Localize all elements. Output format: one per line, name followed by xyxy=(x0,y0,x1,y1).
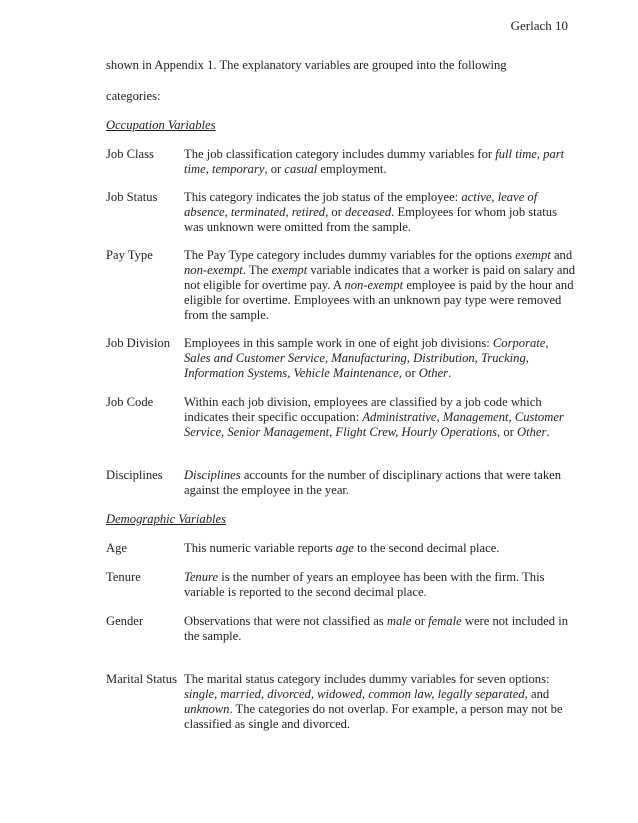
description-run: Employees in this sample work in one of eight job divisions: xyxy=(184,336,493,350)
description-run: or xyxy=(411,614,429,628)
description-run: retired xyxy=(291,205,326,219)
description-run: employment. xyxy=(317,162,387,176)
description-run: This numeric variable reports xyxy=(184,541,336,555)
description-run: , xyxy=(285,205,292,219)
description-run: temporary xyxy=(211,162,265,176)
description-run: non-exempt xyxy=(344,278,404,292)
description-run: , xyxy=(536,147,544,161)
description-run: leave of absence xyxy=(184,190,538,219)
intro-line-2: categories: xyxy=(106,89,161,103)
description-run: deceased xyxy=(345,205,392,219)
entry-term: Tenure xyxy=(106,570,141,584)
description-run: and xyxy=(527,687,550,701)
description-run: to the second decimal place. xyxy=(353,541,500,555)
section-title-demographic: Demographic Variables xyxy=(106,512,226,526)
description-run: Administrative, Management, Customer Service, Senior Management, Flight Crew, Hourly Operations xyxy=(184,410,564,439)
entry-term: Pay Type xyxy=(106,248,153,262)
entry-description xyxy=(184,468,576,498)
entry-term: Disciplines xyxy=(106,468,163,482)
description-run: , or xyxy=(398,366,419,380)
page-header: Gerlach 10 xyxy=(510,18,568,33)
description-run: Disciplines xyxy=(184,468,241,482)
entry-term: Marital Status xyxy=(106,672,178,686)
description-run: Observations that were not classified as xyxy=(184,614,387,628)
description-run: is the number of years an employee has been with the firm. This variable is reported to the second decimal place. xyxy=(184,570,545,599)
description-run: and xyxy=(550,248,573,262)
description-run: . xyxy=(448,366,452,380)
entry-description xyxy=(184,147,576,177)
section-title-occupation: Occupation Variables xyxy=(106,118,216,132)
description-run: were not included in the sample. xyxy=(184,614,569,643)
description-run: Other xyxy=(418,366,449,380)
entry-description xyxy=(184,395,576,440)
description-run: part time xyxy=(184,147,565,176)
description-run: accounts for the number of disciplinary actions that were taken against the employee in the year. xyxy=(184,468,562,497)
description-run: female xyxy=(428,614,462,628)
description-run: . Employees for whom job status was unknown were omitted from the sample. xyxy=(184,205,557,234)
description-run: Within each job division, employees are classified by a job code which indicates their specific occupation: xyxy=(184,395,542,424)
entry-term: Job Code xyxy=(106,395,154,409)
entry-term: Age xyxy=(106,541,127,555)
entry-description xyxy=(184,614,576,644)
description-run: variable indicates that a worker is paid on salary and not eligible for overtime pay. A xyxy=(184,263,576,292)
description-run: The marital status category includes dummy variables for seven options: xyxy=(184,672,550,686)
entry-description xyxy=(184,541,576,556)
description-run: unknown xyxy=(184,702,230,716)
description-run: , or xyxy=(325,205,346,219)
description-run: , xyxy=(224,205,231,219)
description-run: This category indicates the job status of the employee: xyxy=(184,190,462,204)
description-run: exempt xyxy=(271,263,308,277)
description-run: employee is paid by the hour and eligible for overtime. Employees with an unknown pay type were removed from the sample. xyxy=(184,278,574,322)
entry-description xyxy=(184,672,576,732)
description-run: male xyxy=(386,614,412,628)
description-run: , or xyxy=(497,425,517,439)
entry-term: Job Division xyxy=(106,336,171,350)
description-run: Corporate, Sales and Customer Service, Manufacturing, Distribution, Trucking, Information Systems, Vehicle Maintenance xyxy=(184,336,549,380)
entry-description xyxy=(184,190,576,235)
description-run: , or xyxy=(264,162,285,176)
description-run: single, married, divorced, widowed, common law, legally separated, xyxy=(184,687,528,701)
description-run: active xyxy=(461,190,492,204)
description-run: , xyxy=(205,162,212,176)
description-run: The Pay Type category includes dummy variables for the options xyxy=(184,248,516,262)
description-run: . xyxy=(546,425,550,439)
description-run: Tenure xyxy=(184,570,219,584)
description-run: non-exempt xyxy=(184,263,243,277)
description-run: . The categories do not overlap. For example, a person may not be classified as single and divorced. xyxy=(184,702,563,731)
entry-term: Gender xyxy=(106,614,144,628)
entry-term: Job Status xyxy=(106,190,158,204)
description-run: casual xyxy=(284,162,318,176)
description-run: . The xyxy=(242,263,272,277)
description-run: age xyxy=(335,541,354,555)
entry-description xyxy=(184,336,576,381)
intro-line-1: shown in Appendix 1. The explanatory variables are grouped into the following xyxy=(106,58,507,72)
description-run: exempt xyxy=(515,248,551,262)
description-run: Other xyxy=(516,425,547,439)
entry-description xyxy=(184,570,576,600)
description-run: full time xyxy=(495,147,537,161)
entry-term: Job Class xyxy=(106,147,154,161)
description-run: terminated xyxy=(230,205,286,219)
description-run: The job classification category includes dummy variables for xyxy=(184,147,496,161)
description-run: , xyxy=(491,190,498,204)
entry-description xyxy=(184,248,576,323)
